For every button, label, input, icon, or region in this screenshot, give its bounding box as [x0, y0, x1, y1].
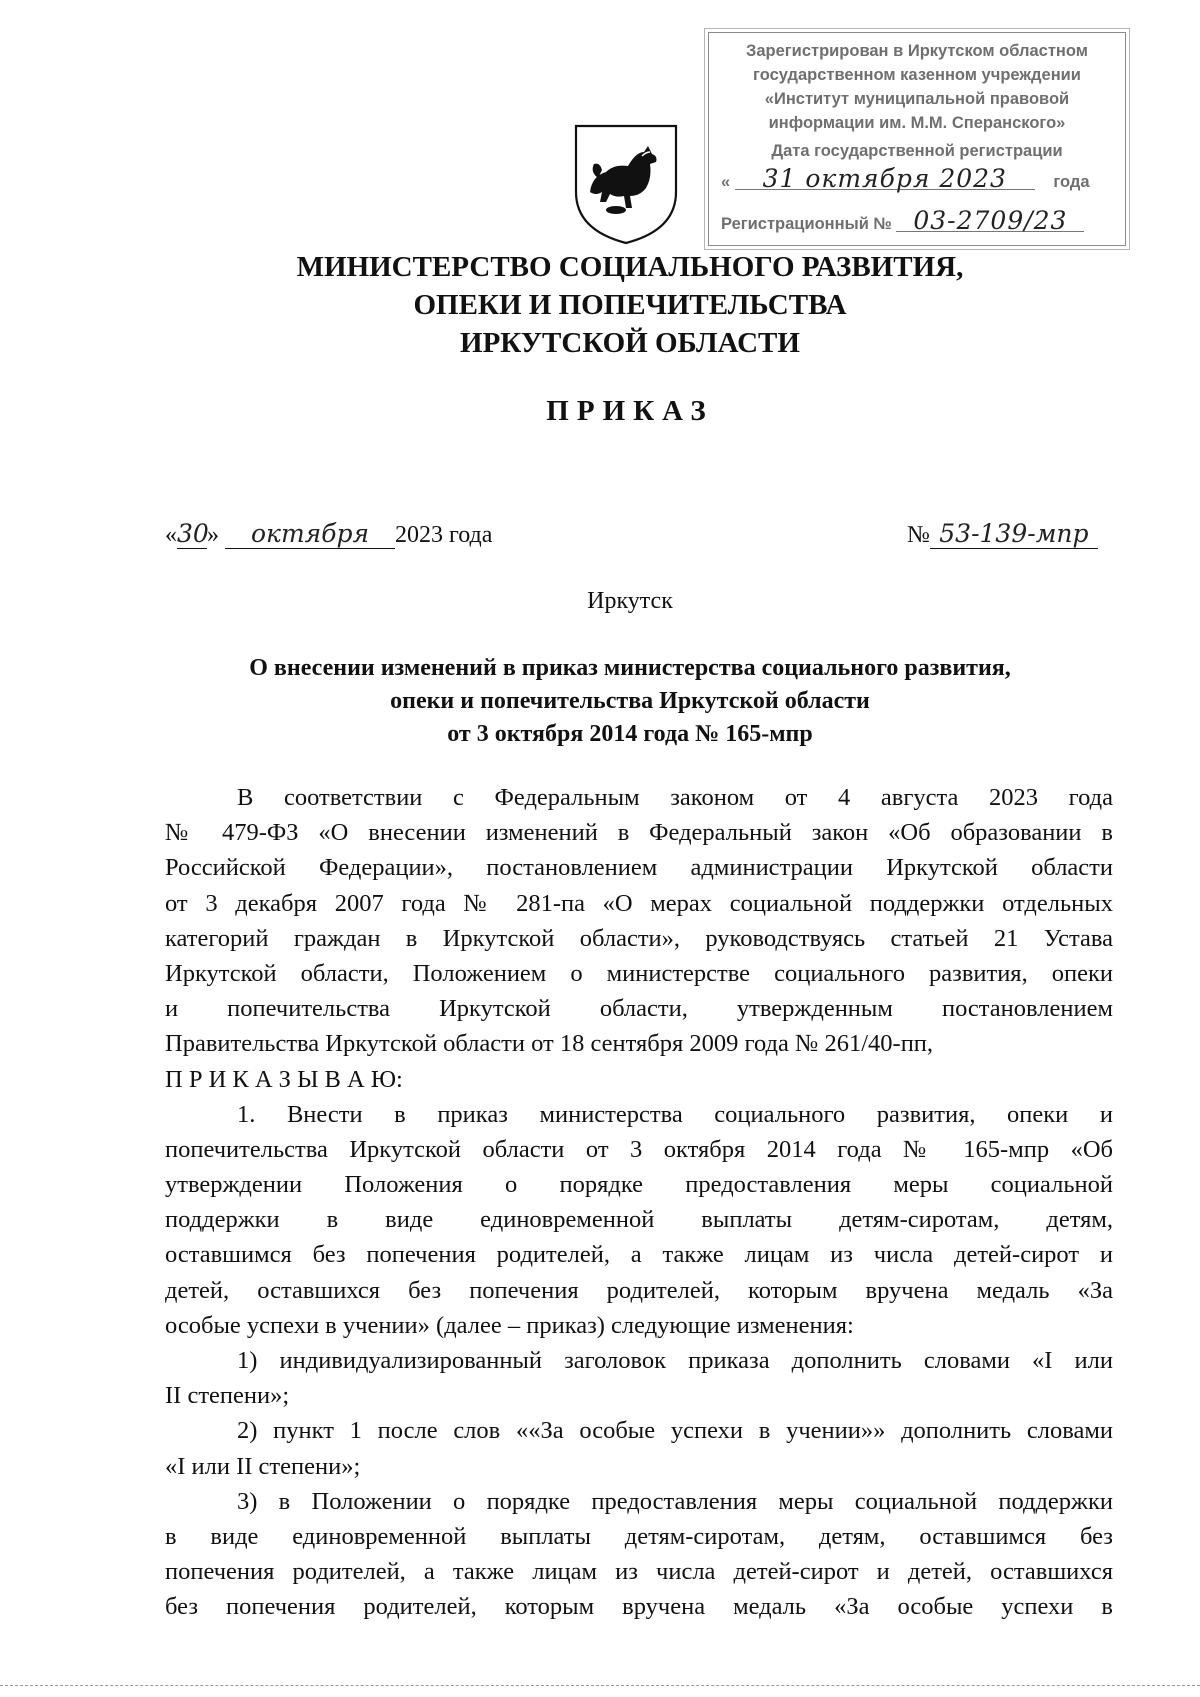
- body-line: поддержки в виде единовременной выплаты детям-сиротам, детям,: [165, 1206, 1113, 1234]
- body-line: попечения родителей, а также лицам из числа детей-сирот и детей, оставшихся: [165, 1558, 1113, 1586]
- body-line-order-word: П Р И К А З Ы В А Ю:: [165, 1065, 403, 1093]
- body-line: II степени»;: [165, 1382, 290, 1410]
- body-line: утверждении Положения о порядке предоставления меры социальной: [165, 1171, 1113, 1199]
- page-bottom-edge: [0, 1685, 1200, 1686]
- body-line: детей, оставшихся без попечения родителей, которым вручена медаль «За: [165, 1276, 1113, 1304]
- body-line: попечительства Иркутской области от 3 октября 2014 года № 165-мпр «Об: [165, 1135, 1113, 1163]
- body-line: от 3 декабря 2007 года № 281-па «О мерах социальной поддержки отдельных: [165, 889, 1113, 917]
- stamp-line: «Институт муниципальной правовой: [764, 90, 1070, 108]
- order-body: [165, 780, 1113, 1625]
- body-line: № 479-ФЗ «О внесении изменений в Федеральный закон «Об образовании в: [165, 819, 1113, 847]
- body-line: категорий граждан в Иркутской области», руководствуясь статьей 21 Устава: [165, 924, 1113, 952]
- stamp-line: Зарегистрирован в Иркутском областном: [746, 42, 1088, 60]
- stamp-date-suffix: года: [1053, 173, 1090, 191]
- order-title-line: опеки и попечительства Иркутской области: [390, 688, 870, 714]
- stamp-line: информации им. М.М. Сперанского»: [768, 114, 1066, 132]
- date-year-text: 2023 года: [395, 522, 493, 548]
- stamp-date-handwritten: 31 октября 2023: [735, 169, 1035, 190]
- stamp-reg-number-handwritten: 03-2709/23: [896, 211, 1084, 232]
- order-number: [907, 520, 1098, 549]
- date-open-quote: «: [165, 522, 177, 548]
- body-line: без попечения родителей, которым вручена медаль «За особые успехи в: [165, 1593, 1113, 1621]
- body-line: 2) пункт 1 после слов ««За особые успехи в учении»» дополнить словами: [237, 1417, 1113, 1445]
- body-line: и попечительства Иркутской области, утвержденным постановлением: [165, 995, 1113, 1023]
- body-line: В соответствии с Федеральным законом от 4 августа 2023 года: [237, 784, 1113, 811]
- org-line: ОПЕКИ И ПОПЕЧИТЕЛЬСТВА: [413, 289, 847, 321]
- body-line: оставшимся без попечения родителей, а также лицам из числа детей-сирот и: [165, 1241, 1113, 1269]
- stamp-line: Дата государственной регистрации: [771, 142, 1063, 160]
- org-line: МИНИСТЕРСТВО СОЦИАЛЬНОГО РАЗВИТИЯ,: [296, 251, 964, 283]
- body-line: Российской Федерации», постановлением администрации Иркутской области: [165, 854, 1113, 882]
- order-date: [165, 520, 492, 549]
- city: Иркутск: [587, 588, 673, 614]
- order-number-label: №: [907, 522, 930, 548]
- body-line: 1) индивидуализированный заголовок приказа дополнить словами «I или: [237, 1347, 1113, 1374]
- date-month-handwritten: октября: [225, 520, 395, 549]
- stamp-reg-row: [721, 206, 1084, 235]
- stamp-reg-label: Регистрационный №: [721, 215, 892, 233]
- body-line: 1. Внести в приказ министерства социального развития, опеки и: [237, 1100, 1113, 1128]
- order-number-handwritten: 53-139-мпр: [930, 520, 1098, 549]
- registration-stamp: [708, 32, 1126, 246]
- org-line: ИРКУТСКОЙ ОБЛАСТИ: [460, 327, 800, 359]
- body-line: 3) в Положении о порядке предоставления меры социальной поддержки: [237, 1487, 1113, 1515]
- stamp-date-open-quote: «: [721, 173, 731, 191]
- body-line: Иркутской области, Положением о министерстве социального развития, опеки: [165, 959, 1113, 987]
- coat-of-arms-irkutsk-icon: [572, 122, 680, 246]
- date-day-handwritten: 30: [177, 519, 209, 548]
- document-type: ПРИКАЗ: [546, 395, 714, 427]
- body-line: особые успехи в учении» (далее – приказ) следующие изменения:: [165, 1311, 854, 1339]
- order-title-line: О внесении изменений в приказ министерства социального развития,: [249, 655, 1011, 681]
- order-title-line: от 3 октября 2014 года № 165-мпр: [447, 721, 813, 747]
- date-close-quote: »: [207, 522, 219, 548]
- body-line: в виде единовременной выплаты детям-сиротам, детям, оставшимся без: [165, 1522, 1113, 1550]
- stamp-date-row: [721, 164, 1090, 193]
- stamp-line: государственном казенном учреждении: [753, 66, 1081, 84]
- body-line: «I или II степени»;: [165, 1452, 361, 1480]
- body-line: Правительства Иркутской области от 18 сентября 2009 года № 261/40-пп,: [165, 1030, 934, 1058]
